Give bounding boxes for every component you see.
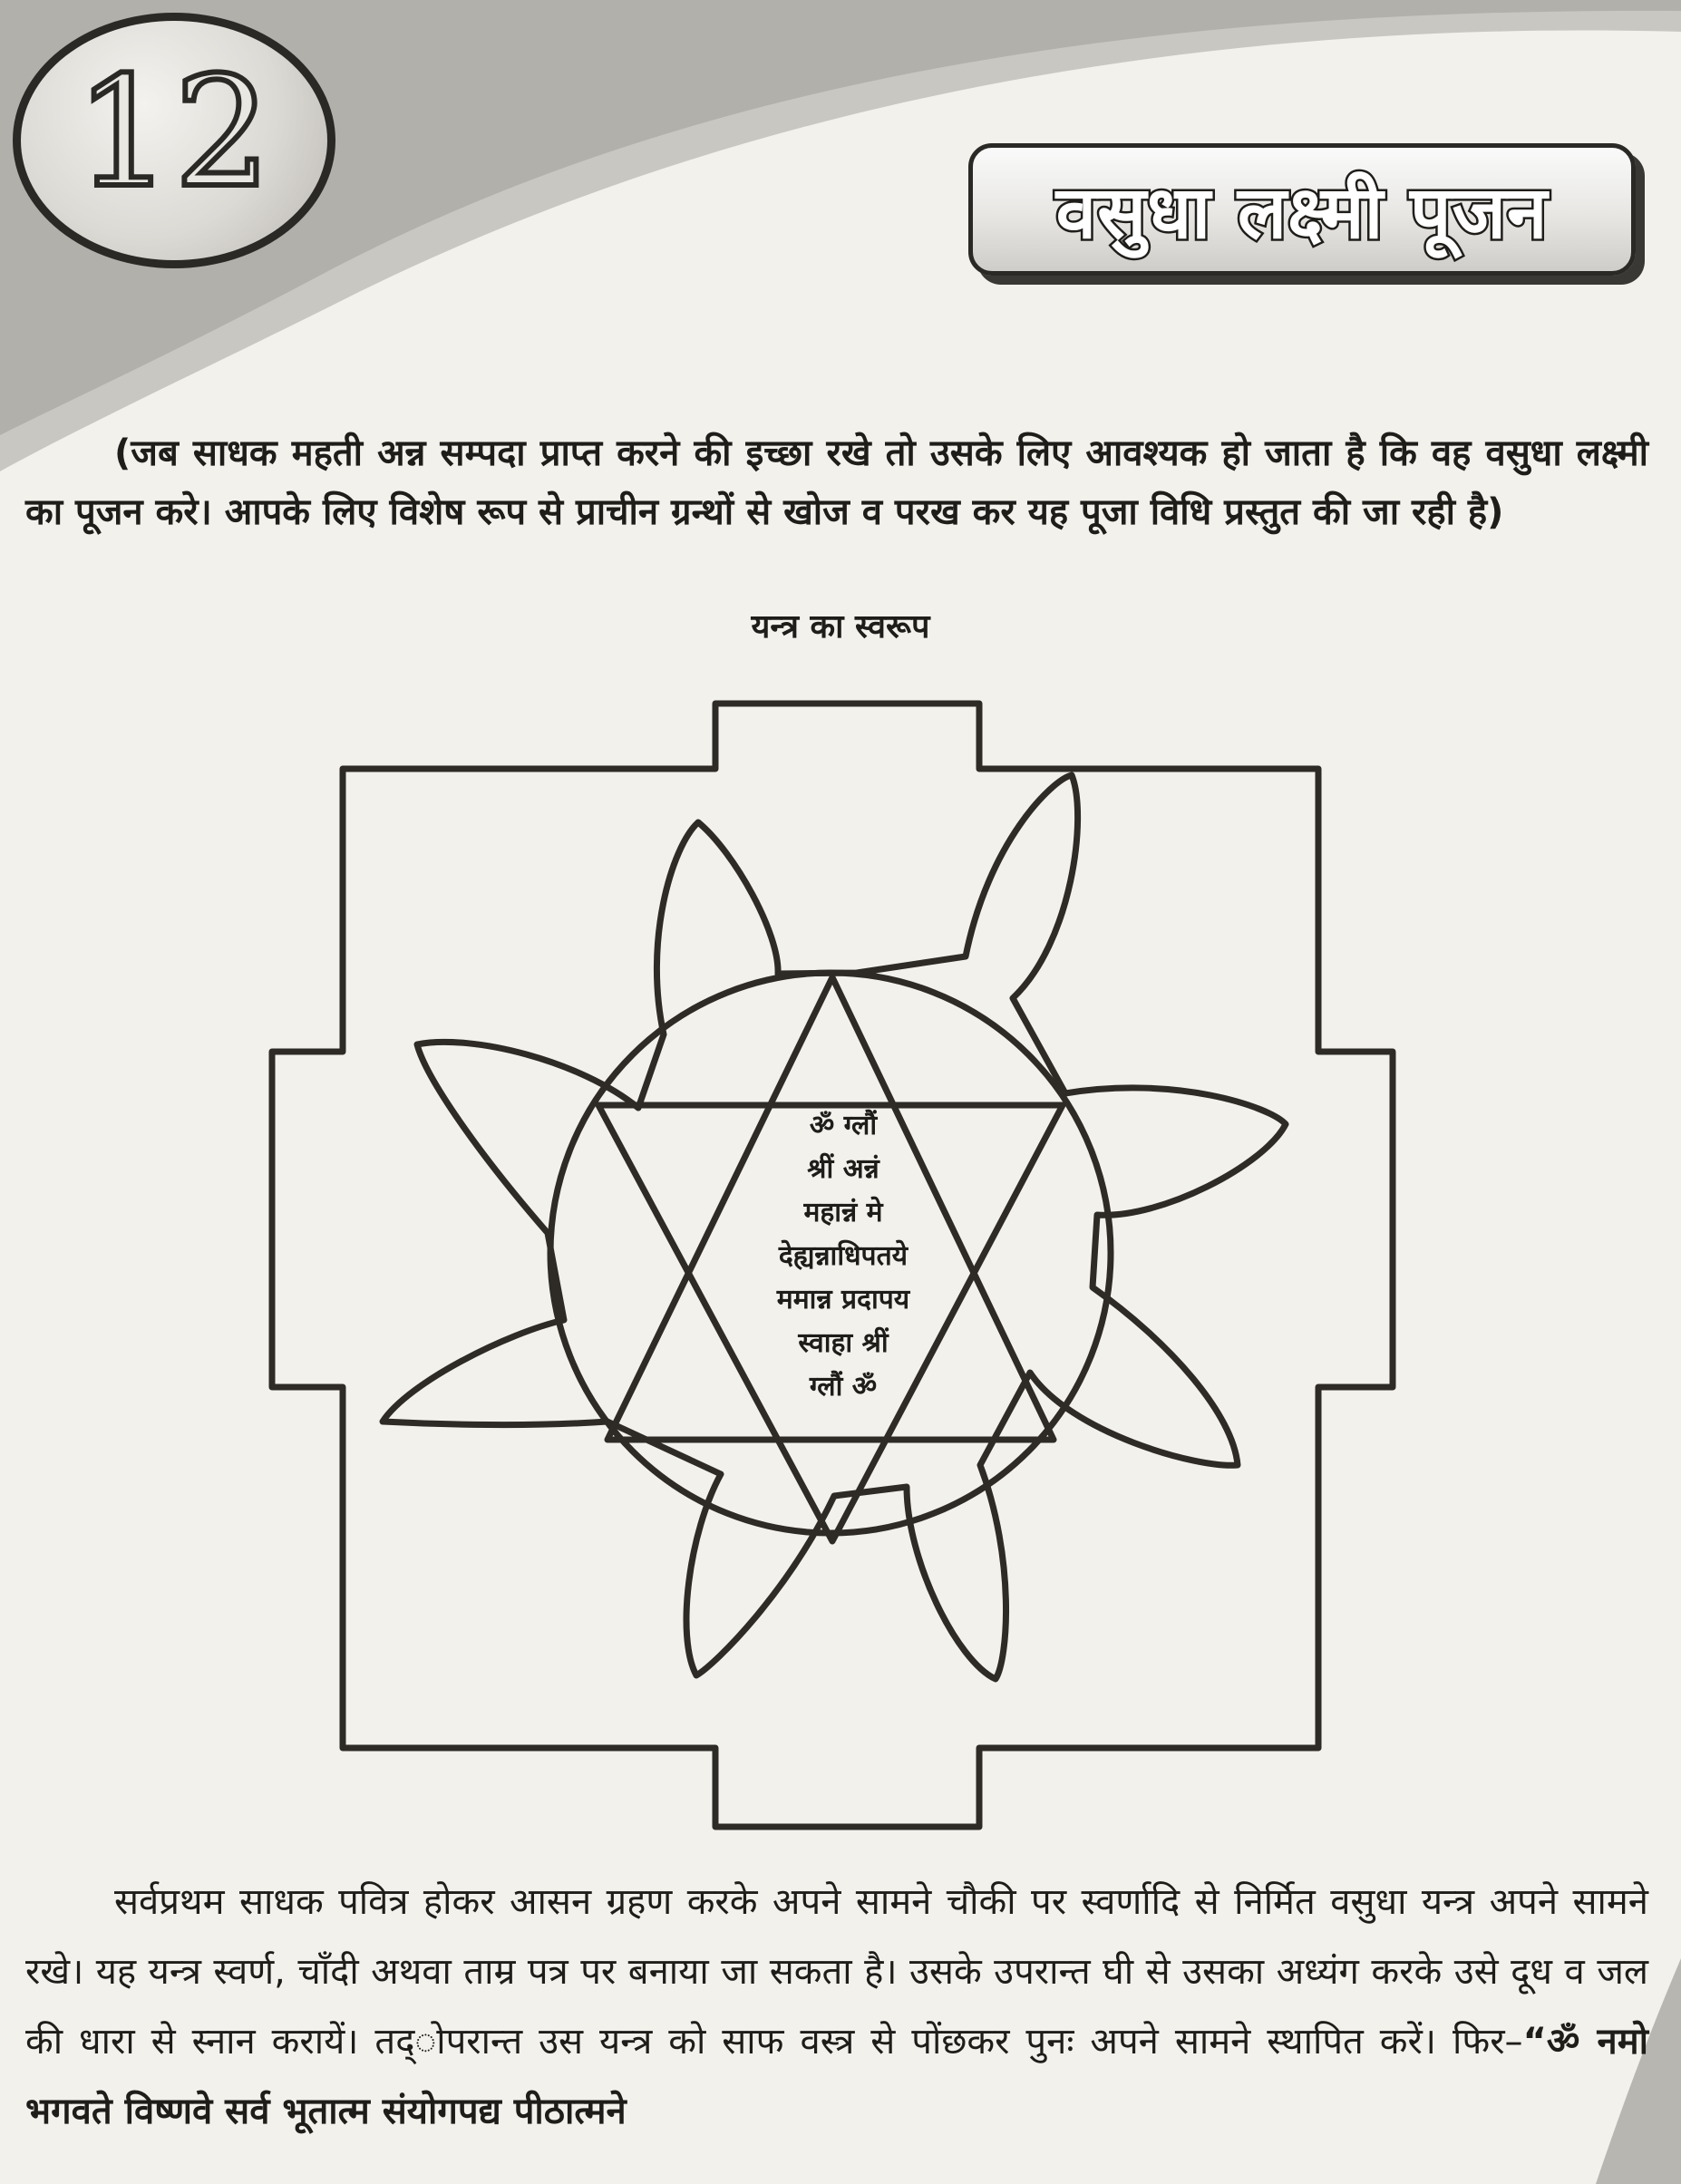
chapter-badge — [13, 13, 335, 268]
mantra-line: ममान्न प्रदापय — [776, 1284, 910, 1315]
body-mantra-start: “ॐ नमो भगवते विष्णवे सर्व भूतात्म संयोगपद्य पीठात्मने — [25, 2021, 1648, 2132]
mantra-line: स्वाहा श्रीं — [798, 1327, 889, 1359]
body-paragraph — [25, 1868, 1648, 2147]
mantra-line: महान्नं मे — [803, 1197, 883, 1228]
chapter-title: वसुधा लक्ष्मी पूजन — [1055, 170, 1549, 255]
yantra-heading: यन्त्र का स्वरूप — [751, 608, 930, 645]
chapter-number: 12 — [75, 44, 273, 221]
yantra-mantra — [689, 1104, 997, 1409]
body-text: सर्वप्रथम साधक पवित्र होकर आसन ग्रहण करके अपने सामने चौकी पर स्वर्णादि से निर्मित वसुधा यन्त्र अपने सामने रखे। यह यन्त्र स्वर्ण, चाँदी अथवा ताम्र पत्र पर बनाया जा सकता है। उसके उपरान्त घी से उसका अध्यंग करके उसे दूध व जल की धारा से स्नान करायें। तद्ोपरान्त उस यन्त्र को साफ वस्त्र से पोंछकर पुनः अपने सामने स्थापित करें। फिर– — [25, 1881, 1648, 2063]
mantra-line: देह्यन्नाधिपतये — [778, 1240, 909, 1272]
intro-paragraph: (जब साधक महती अन्न सम्पदा प्राप्त करने की इच्छा रखे तो उसके लिए आवश्यक हो जाता है कि वह वसुधा लक्ष्मी का पूजन करे। आपके लिए विशेष रूप से प्राचीन ग्रन्थों से खोज व परख कर यह पूजा विधि प्रस्तुत की जा रही है) — [25, 432, 1648, 533]
mantra-line: ग्लौं ॐ — [809, 1371, 878, 1403]
mantra-line: श्रीं अन्नं — [807, 1153, 879, 1185]
chapter-title-box — [968, 143, 1636, 276]
mantra-line: ॐ ग्लौं — [809, 1110, 878, 1141]
